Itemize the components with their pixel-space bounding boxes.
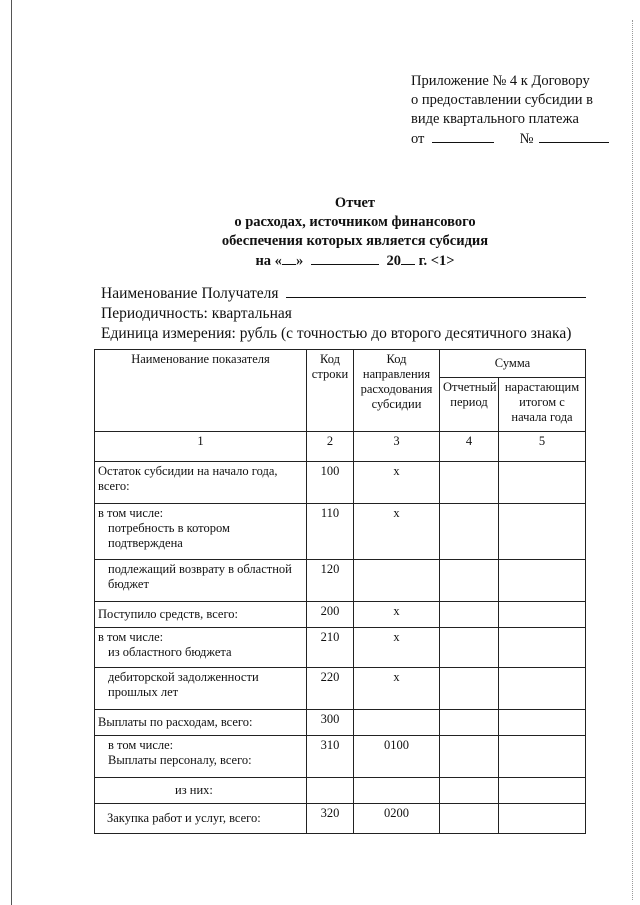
table-row	[95, 804, 586, 834]
row-code: 300	[307, 710, 354, 736]
row-label-line: потребность в котором	[108, 521, 230, 535]
row-label	[95, 560, 307, 602]
table-row	[95, 710, 586, 736]
table-row	[95, 668, 586, 710]
title-line: Отчет	[334, 195, 376, 211]
row-code: 310	[307, 736, 354, 778]
row-label	[95, 668, 307, 710]
row-reporting-value	[440, 560, 499, 602]
row-label-line: всего:	[98, 479, 130, 493]
report-meta	[101, 284, 621, 344]
row-reporting-value	[440, 504, 499, 560]
row-code: 110	[307, 504, 354, 560]
appendix-line: виде квартального платежа	[411, 111, 579, 127]
row-reporting-value	[440, 668, 499, 710]
row-cumulative-value	[499, 736, 586, 778]
row-label-line: прошлых лет	[108, 685, 179, 699]
row-cumulative-value	[499, 602, 586, 628]
date-blank	[432, 129, 494, 143]
row-cumulative-value	[499, 628, 586, 668]
report-table	[94, 349, 586, 834]
page-scan-edge-right	[632, 20, 633, 900]
recipient-blank	[286, 284, 586, 298]
row-cumulative-value	[499, 804, 586, 834]
header-reporting-period: Отчетный период	[440, 378, 499, 432]
col-number: 3	[354, 432, 440, 462]
row-reporting-value	[440, 804, 499, 834]
row-label-line: в том числе:	[98, 506, 164, 520]
row-reporting-value	[440, 628, 499, 668]
row-label: Выплаты по расходам, всего:	[95, 710, 307, 736]
row-code: 210	[307, 628, 354, 668]
page-scan-edge	[11, 0, 12, 905]
unit-line: Единица измерения: рубль (с точностью до второго десятичного знака)	[101, 325, 572, 342]
title-line: обеспечения которых является субсидия	[221, 233, 489, 249]
col-number: 2	[307, 432, 354, 462]
row-direction: х	[354, 628, 440, 668]
row-direction	[354, 778, 440, 804]
year-blank	[401, 251, 415, 265]
periodicity-line: Периодичность: квартальная	[101, 305, 292, 322]
row-code	[307, 778, 354, 804]
table-row	[95, 628, 586, 668]
appendix-date-number-line	[411, 129, 631, 149]
header-sum: Сумма	[440, 350, 586, 378]
header-cumulative: нарастающим итогом с начала года	[499, 378, 586, 432]
row-label-line: подлежащий возврату в областной	[108, 562, 292, 576]
title-line: о расходах, источником финансового	[234, 214, 476, 230]
row-cumulative-value	[499, 462, 586, 504]
report-title	[180, 194, 530, 271]
row-code: 120	[307, 560, 354, 602]
recipient-line	[101, 284, 621, 304]
row-label-line: Остаток субсидии на начало года,	[98, 464, 278, 478]
row-label	[95, 736, 307, 778]
row-direction: х	[354, 462, 440, 504]
day-blank	[282, 251, 296, 265]
recipient-label: Наименование Получателя	[101, 285, 279, 302]
title-date-quote: »	[295, 253, 304, 269]
header-name: Наименование показателя	[95, 350, 307, 432]
row-reporting-value	[440, 736, 499, 778]
row-label-line: из областного бюджета	[108, 645, 232, 659]
row-label: из них:	[95, 778, 307, 804]
row-direction: 0200	[354, 804, 440, 834]
number-label: №	[519, 131, 534, 147]
col-number: 5	[499, 432, 586, 462]
row-direction	[354, 710, 440, 736]
appendix-block	[411, 72, 631, 149]
row-label-line: подтверждена	[108, 536, 183, 550]
appendix-line: Приложение № 4 к Договору	[411, 73, 590, 89]
row-reporting-value	[440, 602, 499, 628]
row-reporting-value	[440, 778, 499, 804]
row-direction: х	[354, 668, 440, 710]
title-date-suffix: г. <1>	[418, 253, 455, 269]
header-row	[95, 350, 586, 378]
row-cumulative-value	[499, 710, 586, 736]
col-number: 1	[95, 432, 307, 462]
title-date-line	[180, 251, 530, 271]
table-row	[95, 736, 586, 778]
row-direction: 0100	[354, 736, 440, 778]
row-label-line: дебиторской задолженности	[108, 670, 259, 684]
column-numbers-row	[95, 432, 586, 462]
row-label	[95, 462, 307, 504]
table-row	[95, 504, 586, 560]
row-label-line: в том числе:	[108, 738, 174, 752]
table-row	[95, 778, 586, 804]
row-cumulative-value	[499, 668, 586, 710]
row-code: 220	[307, 668, 354, 710]
title-date-prefix: на «	[255, 253, 282, 269]
row-cumulative-value	[499, 560, 586, 602]
row-direction: х	[354, 602, 440, 628]
row-label	[95, 628, 307, 668]
row-cumulative-value	[499, 504, 586, 560]
row-label-line: в том числе:	[98, 630, 164, 644]
row-reporting-value	[440, 462, 499, 504]
row-code: 100	[307, 462, 354, 504]
month-blank	[311, 251, 379, 265]
table-row	[95, 462, 586, 504]
appendix-line: о предоставлении субсидии в	[411, 92, 593, 108]
row-label: Поступило средств, всего:	[95, 602, 307, 628]
table-row	[95, 560, 586, 602]
row-label-line: Выплаты персоналу, всего:	[108, 753, 252, 767]
from-label: от	[411, 131, 425, 147]
row-code: 320	[307, 804, 354, 834]
row-reporting-value	[440, 710, 499, 736]
row-direction	[354, 560, 440, 602]
col-number: 4	[440, 432, 499, 462]
header-row-code: Код строки	[307, 350, 354, 432]
row-cumulative-value	[499, 778, 586, 804]
row-code: 200	[307, 602, 354, 628]
row-label	[95, 504, 307, 560]
header-direction-code: Код направления расходования субсидии	[354, 350, 440, 432]
number-blank	[539, 129, 609, 143]
row-direction: х	[354, 504, 440, 560]
table-row	[95, 602, 586, 628]
row-label-line: бюджет	[108, 577, 149, 591]
year-prefix: 20	[386, 253, 401, 269]
row-label: Закупка работ и услуг, всего:	[95, 804, 307, 834]
